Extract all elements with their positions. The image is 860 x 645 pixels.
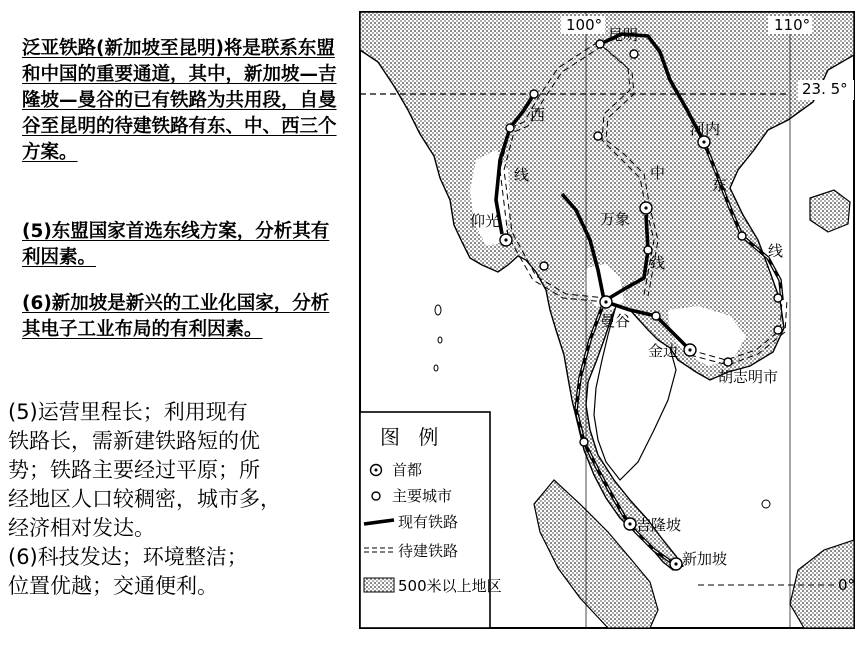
city-marker: [774, 294, 782, 302]
answer-6-line: (6)科技发达；环境整洁；: [8, 545, 248, 569]
answer-5-line: 势；铁路主要经过平原；所: [8, 458, 260, 482]
route-label-middle: 线: [650, 254, 666, 272]
city-label-phnom-penh: 金边: [648, 342, 679, 360]
answers: [8, 398, 353, 601]
city-marker-hcmc: [724, 358, 732, 366]
legend-capital-label: 首都: [392, 461, 423, 479]
answer-5-line: 铁路长，需新建铁路短的优: [8, 429, 260, 453]
legend-highland-symbol: [364, 578, 394, 592]
city-label-bangkok: 曼谷: [600, 312, 631, 330]
legend-existing-label: 现有铁路: [398, 513, 459, 531]
map-legend: [360, 412, 502, 628]
lon-110-label: 110°: [774, 16, 811, 34]
city-label-hcmc: 胡志明市: [718, 368, 779, 386]
legend-title: 图 例: [380, 425, 445, 449]
city-label-vientiane: 万象: [600, 210, 631, 228]
route-label-east: 线: [768, 242, 784, 260]
city-label-kunming: 昆明: [608, 26, 639, 44]
city-marker: [738, 232, 746, 240]
answer-5-line: (5)运营里程长；利用现有: [8, 400, 248, 424]
lon-100-label: 100°: [566, 16, 603, 34]
answer-5-line: 经济相对发达。: [8, 516, 155, 540]
city-marker: [540, 262, 548, 270]
city-marker: [506, 124, 514, 132]
city-label-yangon: 仰光: [470, 212, 501, 230]
city-marker: [630, 50, 638, 58]
route-label-west: 线: [514, 166, 530, 184]
city-label-hanoi: 河内: [690, 120, 721, 138]
railway-map: [358, 10, 856, 630]
route-label-east: 东: [712, 176, 728, 194]
route-label-middle: 中: [650, 164, 666, 182]
city-marker: [774, 326, 782, 334]
legend-city-label: 主要城市: [392, 487, 453, 505]
city-marker: [652, 312, 660, 320]
legend-highland-label: 500米以上地区: [398, 577, 502, 595]
equator-label: 0°: [838, 576, 856, 594]
city-marker: [644, 246, 652, 254]
city-label-singapore: 新加坡: [682, 550, 728, 568]
route-label-west: 西: [530, 106, 546, 124]
city-marker: [594, 132, 602, 140]
city-label-kuala-lumpur: 吉隆坡: [636, 516, 682, 534]
city-marker: [530, 90, 538, 98]
question-5: (5)东盟国家首选东线方案，分析其有利因素。: [22, 221, 330, 268]
question-6: (6)新加坡是新兴的工业化国家，分析其电子工业布局的有利因素。: [22, 293, 330, 340]
answer-5-line: 经地区人口较稠密，城市多，: [8, 487, 281, 511]
capital-marker-kunming: [596, 40, 604, 48]
legend-city-symbol: [372, 492, 380, 500]
answer-6-line: 位置优越；交通便利。: [8, 574, 218, 598]
legend-planned-label: 待建铁路: [398, 542, 459, 560]
tropic-label: 23. 5°: [802, 80, 848, 98]
question-intro: 泛亚铁路(新加坡至昆明)将是联系东盟和中国的重要通道，其中，新加坡—吉隆坡—曼谷的已有铁路为共用段，自曼谷至昆明的待建铁路有东、中、西三个方案。: [22, 38, 337, 163]
city-marker: [580, 438, 588, 446]
